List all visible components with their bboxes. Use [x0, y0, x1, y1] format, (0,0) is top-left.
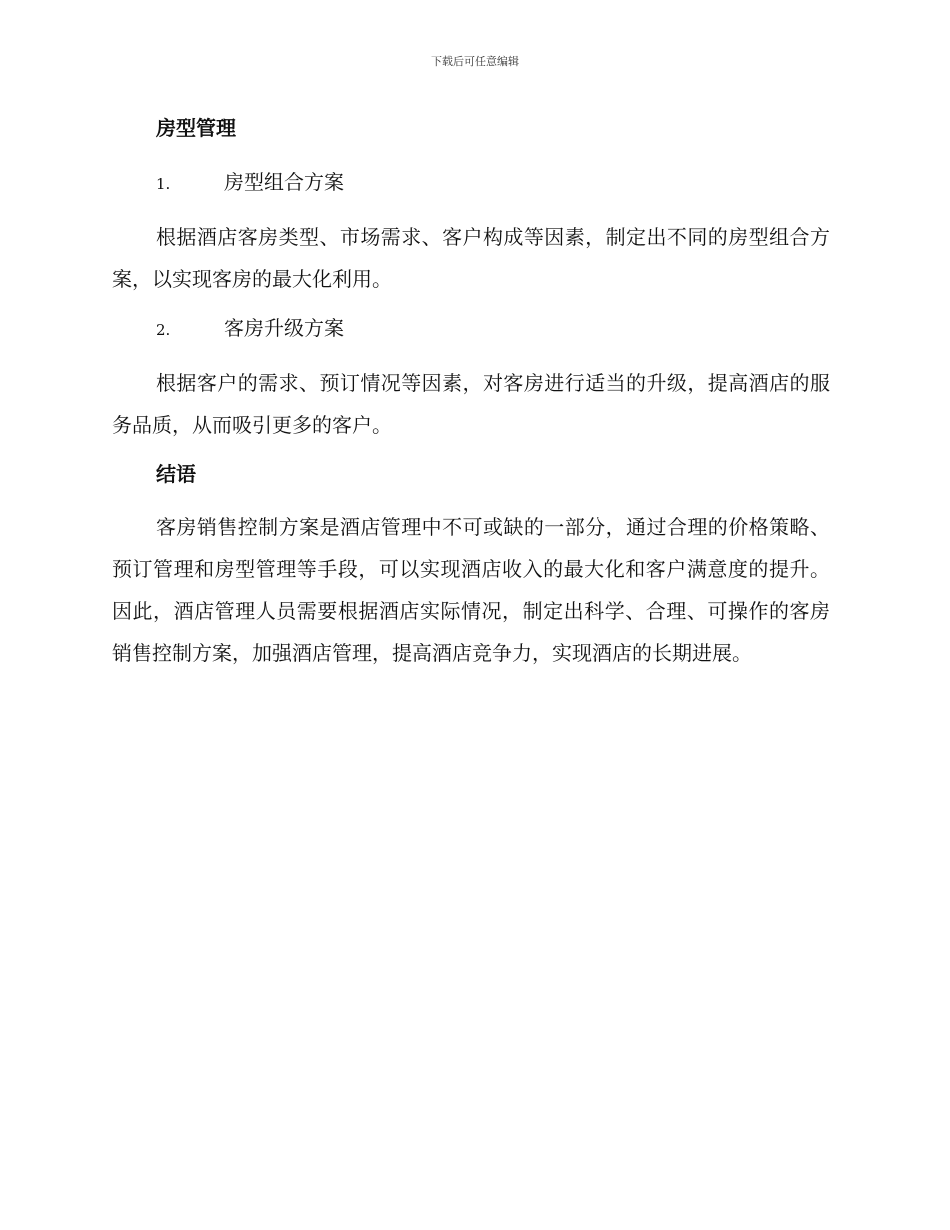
- section-heading-conclusion: 结语: [156, 462, 196, 486]
- list-number: 1.: [156, 175, 171, 193]
- paragraph-room-combination: 根据酒店客房类型、市场需求、客户构成等因素，制定出不同的房型组合方案，以实现客房的最大化利用。: [112, 225, 830, 291]
- list-number: 2.: [156, 321, 171, 339]
- paragraph-conclusion: 客房销售控制方案是酒店管理中不可或缺的一部分，通过合理的价格策略、预订管理和房型管理等手段，可以实现酒店收入的最大化和客户满意度的提升。因此，酒店管理人员需要根据酒店实际情况，制定出科学、合理、可操作的客房销售控制方案，加强酒店管理，提高酒店竞争力，实现酒店的长期进展。: [112, 515, 830, 665]
- list-item-title: 客房升级方案: [224, 316, 344, 340]
- page-header: 下载后可任意编辑: [431, 55, 519, 68]
- document-body: [112, 110, 830, 674]
- list-item-room-upgrade: [112, 310, 830, 348]
- list-item-title: 房型组合方案: [224, 170, 344, 194]
- list-item-room-combination: [112, 164, 830, 202]
- section-heading-room-type: 房型管理: [156, 116, 236, 140]
- paragraph-room-upgrade: 根据客户的需求、预订情况等因素，对客房进行适当的升级，提高酒店的服务品质，从而吸引更多的客户。: [112, 371, 830, 437]
